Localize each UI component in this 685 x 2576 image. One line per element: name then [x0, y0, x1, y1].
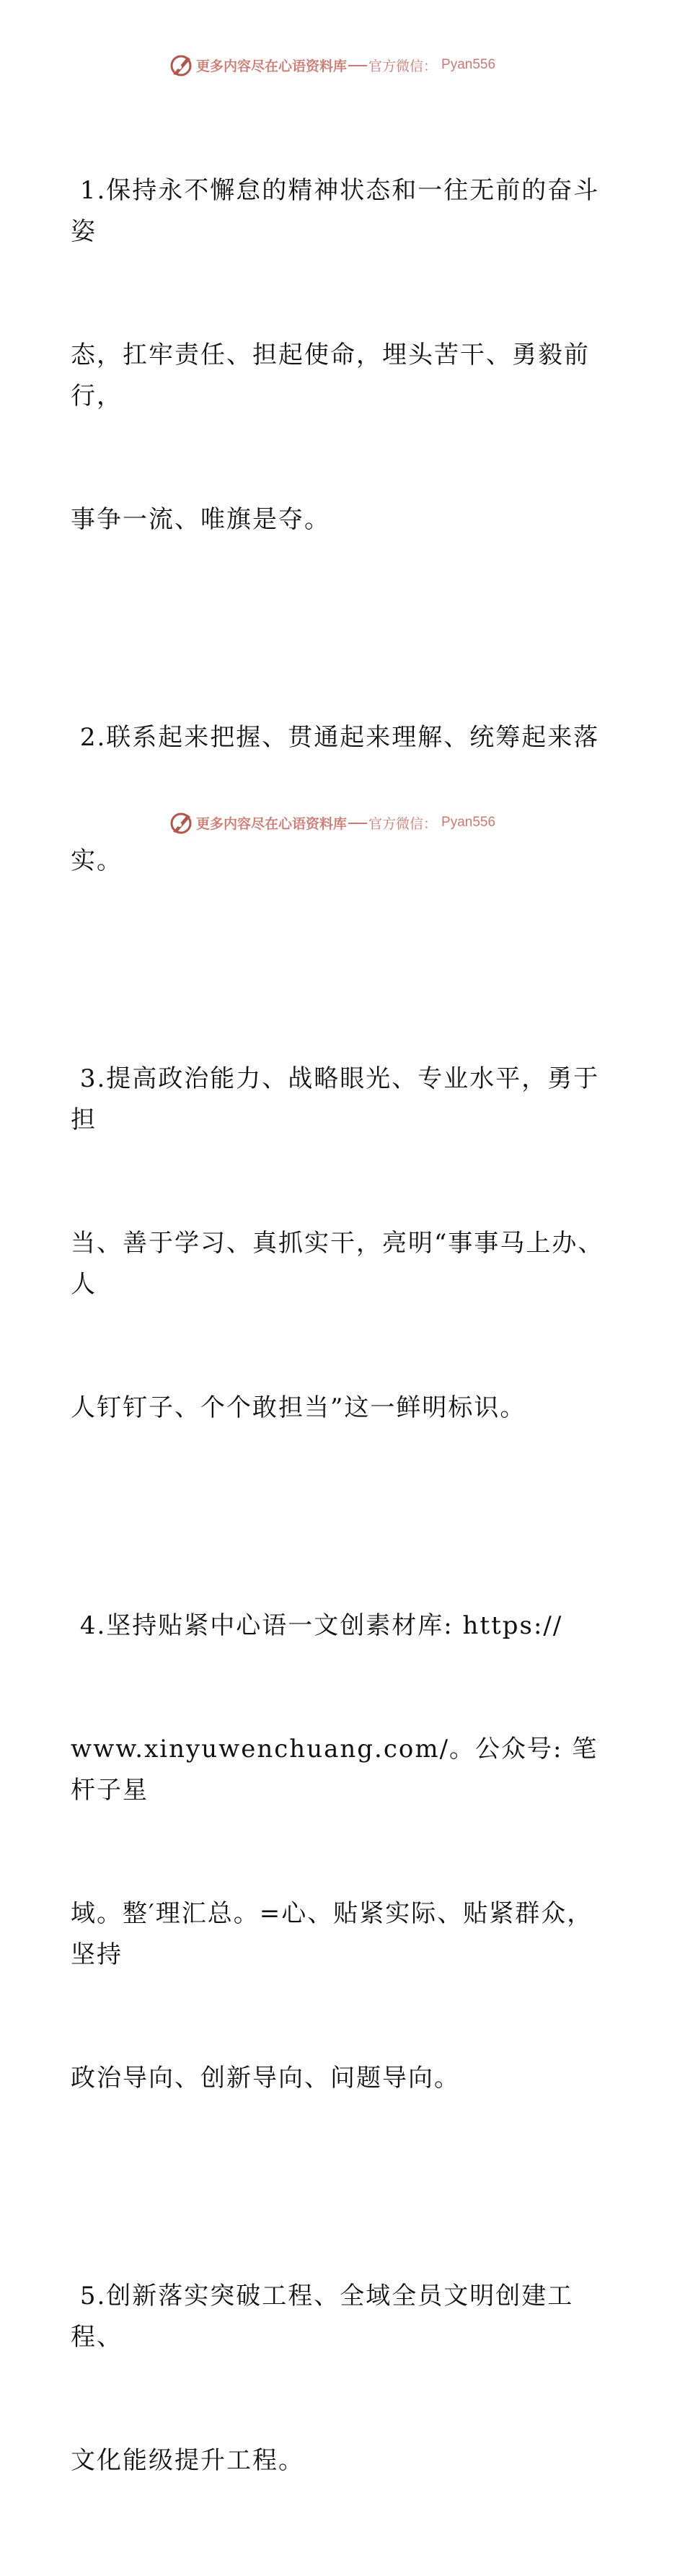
text-line: 人钉钉子、个个敢担当”这一鲜明标识。 [71, 1393, 526, 1422]
paragraph-4 [71, 1523, 619, 2181]
text-line: 态，扛牢责任、担起使命，埋头苦干、勇毅前行， [71, 341, 590, 411]
document-body [71, 88, 619, 2576]
text-line: 文化能级提升工程。 [71, 2446, 304, 2475]
text-line: www.xinyuwenchuang.com/。公众号: 笔杆子星 [71, 1735, 598, 1805]
watermark-dash [348, 823, 367, 824]
text-line: 2.联系起来把握、贯通起来理解、统筹起来落 [71, 723, 600, 752]
pen-logo-icon [169, 53, 193, 77]
text-line: 政治导向、创新导向、问题导向。 [71, 2064, 460, 2093]
paragraph-3 [71, 976, 619, 1511]
header-watermark [169, 51, 495, 79]
text-line: 1.保持永不懈怠的精神状态和一往无前的奋斗姿 [71, 176, 600, 246]
watermark-subtitle: 官方微信： [368, 815, 438, 832]
text-line: 3.提高政治能力、战略眼光、专业水平，勇于担 [71, 1064, 600, 1134]
text-line: 当、善于学习、真抓实干，亮明“事事马上办、人 [71, 1229, 604, 1299]
watermark-title: 更多内容尽在心语资料库 [196, 815, 348, 832]
watermark-wechat-id: Pyan556 [441, 57, 496, 72]
paragraph-2 [71, 635, 619, 964]
text-line: 域。整′理汇总。=心、贴紧实际、贴紧群众，坚持 [71, 1899, 593, 1969]
watermark-subtitle: 官方微信： [368, 58, 438, 74]
text-line: 实。 [71, 846, 123, 875]
watermark-title: 更多内容尽在心语资料库 [196, 58, 348, 74]
text-line: 5.创新落实突破工程、全域全员文明创建工程、 [71, 2282, 574, 2352]
footer-watermark [169, 808, 495, 837]
paragraph-1 [71, 88, 619, 623]
watermark-wechat-id: Pyan556 [441, 815, 496, 830]
pen-logo-icon [169, 810, 193, 835]
text-line: 4.坚持贴紧中心语一文创素材库: https:// [71, 1611, 563, 1640]
paragraph-5 [71, 2194, 619, 2564]
watermark-dash [348, 65, 367, 66]
text-line: 事争一流、唯旗是夺。 [71, 505, 330, 534]
